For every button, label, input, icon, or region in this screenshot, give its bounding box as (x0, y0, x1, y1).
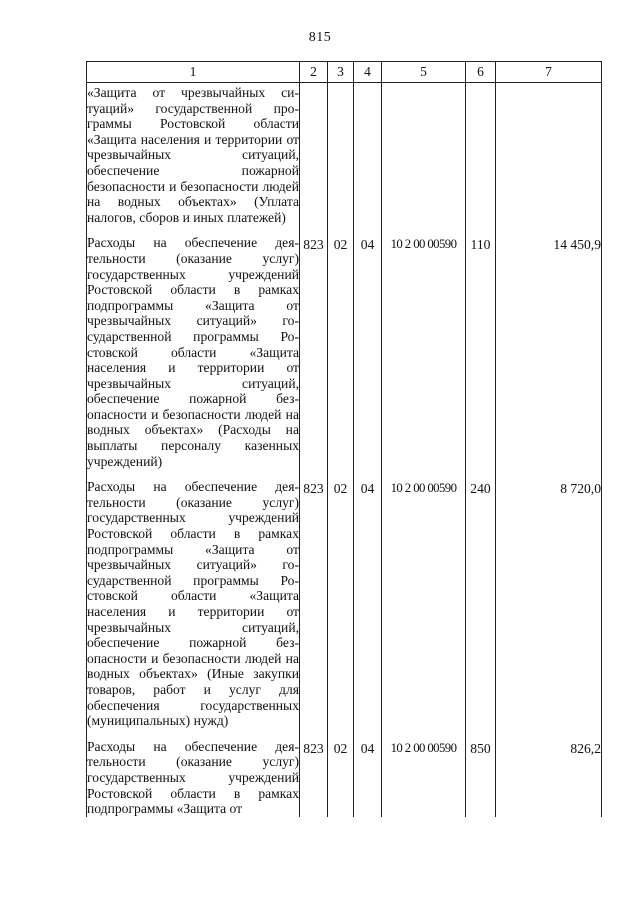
cell-target (382, 83, 466, 226)
header-row (87, 62, 602, 83)
header-col-6: 6 (466, 62, 496, 83)
cell-ministry: 823 (300, 479, 328, 729)
header-col-4: 4 (354, 62, 382, 83)
cell-ministry (300, 83, 328, 226)
table-header (87, 62, 602, 83)
table-body (87, 83, 602, 817)
table-row (87, 479, 602, 729)
header-col-5: 5 (382, 62, 466, 83)
cell-expense-type: 110 (466, 235, 496, 469)
cell-amount: 14 450,9 (496, 235, 602, 469)
cell-section: 02 (328, 235, 354, 469)
header-col-3: 3 (328, 62, 354, 83)
cell-target: 10 2 00 00590 (382, 235, 466, 469)
cell-expense-type: 850 (466, 739, 496, 817)
cell-section (328, 83, 354, 226)
budget-table (86, 61, 602, 817)
page-number: 815 (308, 30, 332, 45)
table-row-continuation (87, 83, 602, 226)
cell-subsection: 04 (354, 235, 382, 469)
row-description: «Защита от чрезвычайных ситуаций» государственной программы Ростовской области «Защита населения и территории от чрезвычайных ситуаций, обеспечение пожарной безопасности и безопасности людей на водных объектах» (Уплата налогов, сборов и иных платежей) (87, 83, 300, 226)
cell-target: 10 2 00 00590 (382, 739, 466, 817)
cell-amount: 8 720,0 (496, 479, 602, 729)
header-col-1: 1 (87, 62, 300, 83)
header-col-2: 2 (300, 62, 328, 83)
cell-expense-type (466, 83, 496, 226)
cell-section: 02 (328, 739, 354, 817)
row-description: Расходы на обеспечение деятельности (оказание услуг) государственных учреждений Ростовской области в рамках подпрограммы «Защита от (87, 738, 299, 817)
cell-subsection: 04 (354, 479, 382, 729)
header-col-7: 7 (496, 62, 602, 83)
row-spacer (87, 469, 602, 479)
cell-target: 10 2 00 00590 (382, 479, 466, 729)
row-description: Расходы на обеспечение деятельности (оказание услуг) государственных учреждений Ростовской области в рамках подпрограммы «Защита от чрезвычайных ситуаций» государственной программы Ростовской области «Защита населения и территории от чрезвычайных ситуаций, обеспечение пожарной безопасности и безопасности людей на водных объектах» (Расходы на выплаты персоналу казенных учреждений) (87, 235, 299, 469)
row-description: Расходы на обеспечение деятельности (оказание услуг) государственных учреждений Ростовской области в рамках подпрограммы «Защита от чрезвычайных ситуаций» государственной программы Ростовской области «Защита населения и территории от чрезвычайных ситуаций, обеспечение пожарной безопасности и безопасности людей на водных объектах» (Иные закупки товаров, работ и услуг для обеспечения государственных (муниципальных) нужд) (87, 479, 299, 729)
table-row (87, 235, 602, 469)
row-spacer (87, 225, 602, 235)
row-spacer (87, 729, 602, 739)
table-row (87, 739, 602, 817)
cell-expense-type: 240 (466, 479, 496, 729)
cell-ministry: 823 (300, 235, 328, 469)
cell-section: 02 (328, 479, 354, 729)
cell-amount: 826,2 (496, 739, 602, 817)
cell-subsection: 04 (354, 739, 382, 817)
cell-amount (496, 83, 602, 226)
cell-ministry: 823 (300, 739, 328, 817)
cell-subsection (354, 83, 382, 226)
